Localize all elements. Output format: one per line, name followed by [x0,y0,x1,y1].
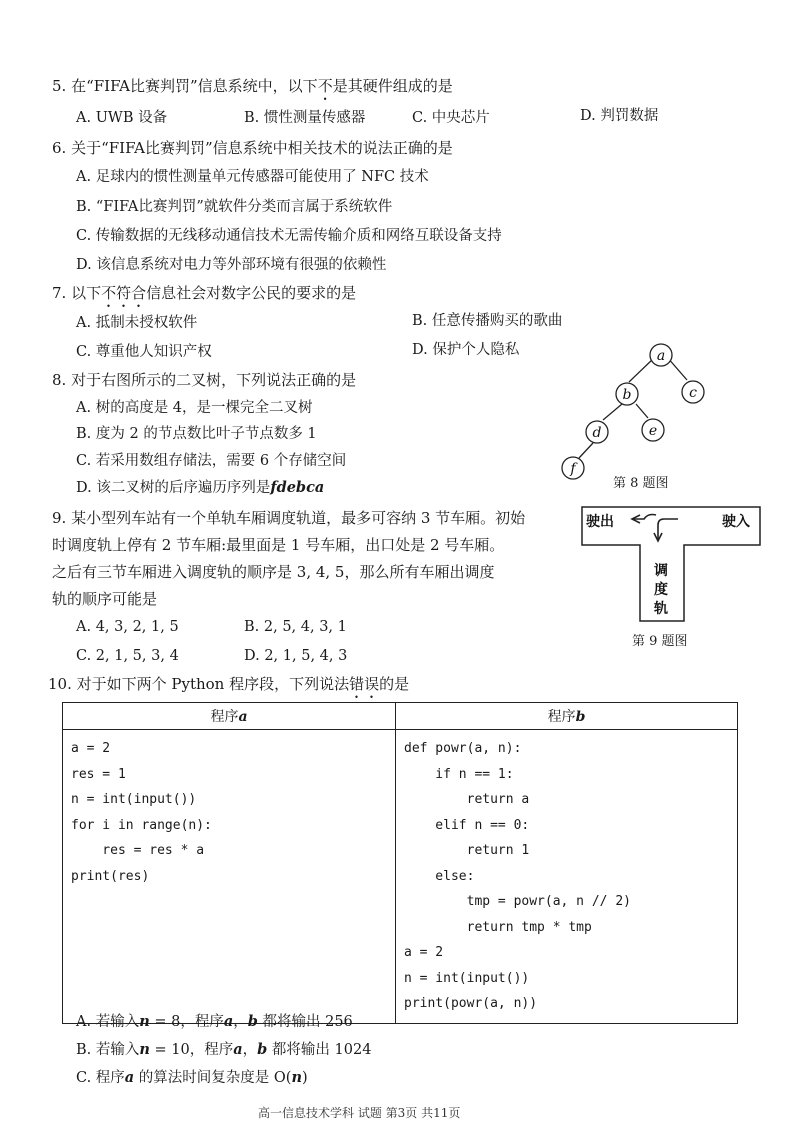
q9-option-c: C. 2, 1, 5, 3, 4 [76,648,179,664]
tree-node-f [562,457,584,479]
track-label-2: 度 [654,582,668,598]
q9-stem-line-2: 时调度轨上停有 2 节车厢:最里面是 1 号车厢，出口处是 2 号车厢。 [52,536,505,554]
track-enter-label: 驶入 [722,514,750,530]
svg-text:f: f [570,461,576,477]
page-footer: 高一信息技术学科 试题 第3页 共11页 [258,1106,461,1120]
code-line: a = 2 [71,741,111,756]
code-line: for i in range(n): [71,817,212,833]
code-line: print(res) [71,868,150,884]
q9-option-b: B. 2, 5, 4, 3, 1 [244,619,347,635]
q6-option-d: D. 该信息系统对电力等外部环境有很强的依赖性 [76,257,387,273]
svg-text:d: d [592,425,602,441]
code-line: return 1 [404,843,530,858]
tree-node-b [616,383,638,405]
tree-node-d [586,421,608,443]
program-b-code [396,730,738,1024]
q6-option-c: C. 传输数据的无线移动通信技术无需传输介质和网络互联设备支持 [76,228,502,244]
q9-option-d: D. 2, 1, 5, 4, 3 [244,648,348,664]
code-line: tmp = powr(a, n // 2) [404,894,631,909]
q8-stem: 8. 对于右图所示的二叉树，下列说法正确的是 [52,371,357,389]
track-label-3: 轨 [654,601,668,617]
svg-text:a: a [656,348,666,364]
program-a-code [63,730,396,1024]
code-line: return tmp * tmp [404,919,592,935]
q5-option-a: A. UWB 设备 [76,110,168,126]
q7-option-d: D. 保护个人隐私 [412,342,520,358]
q9-stem-line-3: 之后有三节车厢进入调度轨的顺序是 3, 4, 5，那么所有车厢出调度 [52,563,495,581]
tree-edge-b-e [636,404,648,418]
tree-node-c [682,381,704,403]
code-line: if n == 1: [404,766,514,782]
code-line: a = 2 [404,945,444,960]
q8-option-d: D. 该二叉树的后序遍历序列是fdebca [76,479,325,496]
code-line: n = int(input()) [71,792,197,807]
q10-option-c: C. 程序a 的算法时间复杂度是 O(n) [76,1069,308,1086]
code-comparison-table [62,702,738,1024]
track-label-1: 调 [654,563,668,579]
q8-option-b: B. 度为 2 的节点数比叶子节点数多 1 [76,426,317,442]
q9-option-a: A. 4, 3, 2, 1, 5 [76,619,179,635]
q5-option-b: B. 惯性测量传感器 [244,110,366,126]
q6-option-b: B. “FIFA比赛判罚”就软件分类而言属于系统软件 [76,199,393,215]
q6-stem: 6. 关于“FIFA比赛判罚”信息系统中相关技术的说法正确的是 [52,139,453,157]
q10-stem: 10. 对于如下两个 Python 程序段，下列说法错误的是 [48,675,410,693]
q7-stem: 7. 以下不符合信息社会对数字公民的要求的是 [52,284,357,302]
rail-track-figure [578,503,766,631]
q10-option-b: B. 若输入n = 10，程序a，b 都将输出 1024 [76,1041,372,1058]
tree-edge-d-f [579,443,593,458]
q10-option-a: A. 若输入n = 8，程序a，b 都将输出 256 [76,1013,353,1030]
code-line: res = res * a [71,843,205,858]
program-b-header: 程序b [396,703,738,730]
code-line: else: [404,868,475,884]
tree-node-e [642,419,664,441]
code-line: def powr(a, n): [404,741,522,756]
q9-stem-line-4: 轨的顺序可能是 [52,590,158,608]
q7-option-c: C. 尊重他人知识产权 [76,344,212,360]
track-exit-label: 驶出 [586,514,614,530]
q9-figure-caption: 第 9 题图 [632,634,688,649]
svg-text:e: e [648,423,658,439]
q7-option-b: B. 任意传播购买的歌曲 [412,313,563,329]
q5-stem: 5. 在“FIFA比赛判罚”信息系统中，以下不是其硬件组成的是 [52,77,453,95]
svg-text:b: b [622,387,632,403]
tree-node-a [650,344,672,366]
code-line: return a [404,792,530,807]
code-line: elif n == 0: [404,817,530,833]
q8-figure-caption: 第 8 题图 [613,476,669,491]
tree-edge-b-d [603,404,622,420]
q8-option-c: C. 若采用数组存储法，需要 6 个存储空间 [76,453,347,469]
binary-tree-figure [555,340,725,488]
program-a-header: 程序a [63,703,396,730]
code-line: print(powr(a, n)) [404,996,538,1011]
code-line: res = 1 [71,766,126,782]
q5-option-d: D. 判罚数据 [580,108,659,124]
q6-option-a: A. 足球内的惯性测量单元传感器可能使用了 NFC 技术 [76,169,429,185]
q9-stem-line-1: 9. 某小型列车站有一个单轨车厢调度轨道，最多可容纳 3 节车厢。初始 [52,509,526,527]
q5-option-c: C. 中央芯片 [412,110,490,126]
q7-option-a: A. 抵制未授权软件 [76,315,198,331]
code-line: n = int(input()) [404,970,530,986]
svg-text:c: c [689,385,697,401]
q8-option-a: A. 树的高度是 4，是一棵完全二叉树 [76,400,313,416]
